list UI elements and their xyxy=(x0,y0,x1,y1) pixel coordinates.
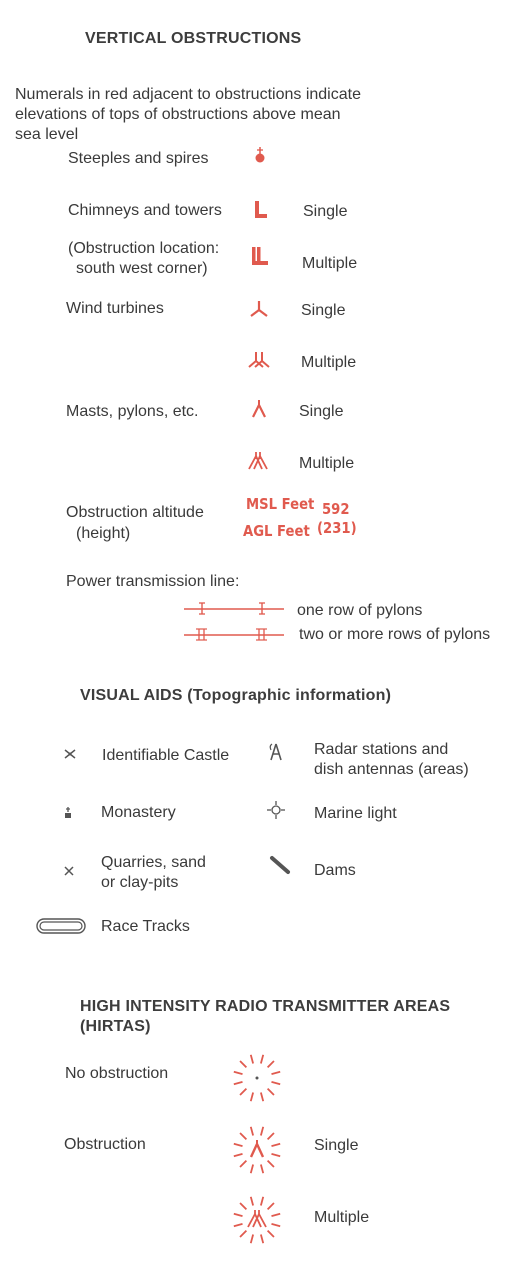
sunburst-ray xyxy=(271,1144,280,1146)
sunburst-ray xyxy=(268,1203,274,1209)
sunburst-ray xyxy=(251,1127,253,1136)
vertical-obstructions-heading: VERTICAL OBSTRUCTIONS xyxy=(85,30,302,47)
mast-multiple-icon xyxy=(246,451,270,471)
sunburst-ray xyxy=(268,1133,274,1139)
chimneys-single-label: Single xyxy=(303,203,348,220)
masts-single-label: Single xyxy=(299,403,344,420)
sunburst-ray xyxy=(271,1154,280,1156)
agl-feet-label: AGL Feet xyxy=(243,522,310,540)
chimney-single-icon xyxy=(254,200,268,220)
race-tracks-label: Race Tracks xyxy=(101,918,190,935)
hirta-no-obstruction-icon xyxy=(231,1052,283,1104)
sunburst-ray xyxy=(240,1133,246,1139)
chimney-multiple-icon xyxy=(251,246,269,268)
power-line-single-row-icon xyxy=(184,600,284,616)
sunburst-ray xyxy=(251,1197,253,1206)
sunburst-ray xyxy=(251,1164,253,1173)
sunburst-ray xyxy=(251,1092,253,1101)
mast-single-icon xyxy=(251,399,267,419)
power-two-rows-label: two or more rows of pylons xyxy=(299,626,491,643)
sunburst-ray xyxy=(268,1089,274,1095)
sunburst-ray xyxy=(240,1161,246,1167)
sunburst-ray xyxy=(261,1197,263,1206)
race-track-icon xyxy=(36,918,86,934)
wind-single-label: Single xyxy=(301,302,346,319)
hirtas-no-obstruction-label: No obstruction xyxy=(65,1065,169,1082)
castle-icon xyxy=(64,749,76,759)
sunburst-ray xyxy=(234,1072,243,1074)
hirtas-heading-line-2: (HIRTAS) xyxy=(80,1018,151,1035)
intro-line-2: elevations of tops of obstructions above mean xyxy=(15,106,341,123)
sunburst-ray xyxy=(240,1089,246,1095)
power-line-multiple-rows-icon xyxy=(184,625,284,643)
sunburst-ray xyxy=(234,1144,243,1146)
wind-multiple-label: Multiple xyxy=(301,354,357,371)
dam-icon xyxy=(270,856,290,876)
altitude-label-line-1: Obstruction altitude xyxy=(66,504,204,521)
sunburst-ray xyxy=(240,1061,246,1067)
sunburst-ray xyxy=(234,1214,243,1216)
sunburst-ray xyxy=(234,1224,243,1226)
radar-label-line-2: dish antennas (areas) xyxy=(314,761,469,778)
sunburst-ray xyxy=(251,1055,253,1064)
quarries-label-line-2: or clay-pits xyxy=(101,874,179,891)
marine-light-label: Marine light xyxy=(314,805,397,822)
sunburst-ray xyxy=(240,1203,246,1209)
sunburst-ray xyxy=(268,1161,274,1167)
chimneys-multiple-label: Multiple xyxy=(302,255,358,272)
sunburst-ray xyxy=(271,1072,280,1074)
sunburst-ray xyxy=(261,1055,263,1064)
quarries-label-line-1: Quarries, sand xyxy=(101,854,206,871)
obstruction-location-line-2: south west corner) xyxy=(76,260,208,277)
sunburst-ray xyxy=(268,1061,274,1067)
sunburst-ray xyxy=(261,1127,263,1136)
radar-label-line-1: Radar stations and xyxy=(314,741,449,758)
intro-line-1: Numerals in red adjacent to obstructions indicate xyxy=(15,86,361,103)
sunburst-ray xyxy=(271,1214,280,1216)
msl-feet-label: MSL Feet xyxy=(246,495,315,513)
visual-aids-heading: VISUAL AIDS (Topographic information) xyxy=(80,687,392,704)
obstruction-location-line-1: (Obstruction location: xyxy=(68,240,220,257)
steeple-icon xyxy=(252,146,268,166)
wind-turbines-label: Wind turbines xyxy=(66,300,164,317)
wind-turbine-multiple-icon xyxy=(246,350,272,370)
sunburst-ray xyxy=(240,1231,246,1237)
sunburst-ray xyxy=(261,1092,263,1101)
monastery-label: Monastery xyxy=(101,804,176,821)
sunburst-ray xyxy=(271,1224,280,1226)
dams-label: Dams xyxy=(314,862,356,879)
sunburst-ray xyxy=(234,1154,243,1156)
sunburst-ray xyxy=(268,1231,274,1237)
hirtas-obstruction-label: Obstruction xyxy=(64,1136,146,1153)
wind-turbine-single-icon xyxy=(249,299,269,319)
chimneys-label: Chimneys and towers xyxy=(68,202,222,219)
masts-label: Masts, pylons, etc. xyxy=(66,403,199,420)
hirta-obstruction-multiple-icon xyxy=(231,1194,283,1246)
sunburst-ray xyxy=(261,1164,263,1173)
altitude-label-line-2: (height) xyxy=(76,525,131,542)
masts-multiple-label: Multiple xyxy=(299,455,355,472)
monastery-icon xyxy=(63,806,73,820)
power-one-row-label: one row of pylons xyxy=(297,602,423,619)
steeples-label: Steeples and spires xyxy=(68,150,209,167)
marine-light-icon xyxy=(267,801,285,819)
sunburst-ray xyxy=(261,1234,263,1243)
sunburst-ray xyxy=(271,1082,280,1084)
hirtas-heading-line-1: HIGH INTENSITY RADIO TRANSMITTER AREAS xyxy=(80,998,451,1015)
hirtas-single-label: Single xyxy=(314,1137,359,1154)
sunburst-ray xyxy=(251,1234,253,1243)
quarry-icon xyxy=(64,866,74,876)
sunburst-ray xyxy=(234,1082,243,1084)
radar-icon xyxy=(268,742,284,762)
castle-label: Identifiable Castle xyxy=(102,747,230,764)
hirtas-multiple-label: Multiple xyxy=(314,1209,370,1226)
agl-feet-value: (231) xyxy=(317,519,357,537)
hirta-obstruction-single-icon xyxy=(231,1124,283,1176)
msl-feet-value: 592 xyxy=(322,500,350,518)
power-line-label: Power transmission line: xyxy=(66,573,240,590)
intro-line-3: sea level xyxy=(15,126,79,143)
